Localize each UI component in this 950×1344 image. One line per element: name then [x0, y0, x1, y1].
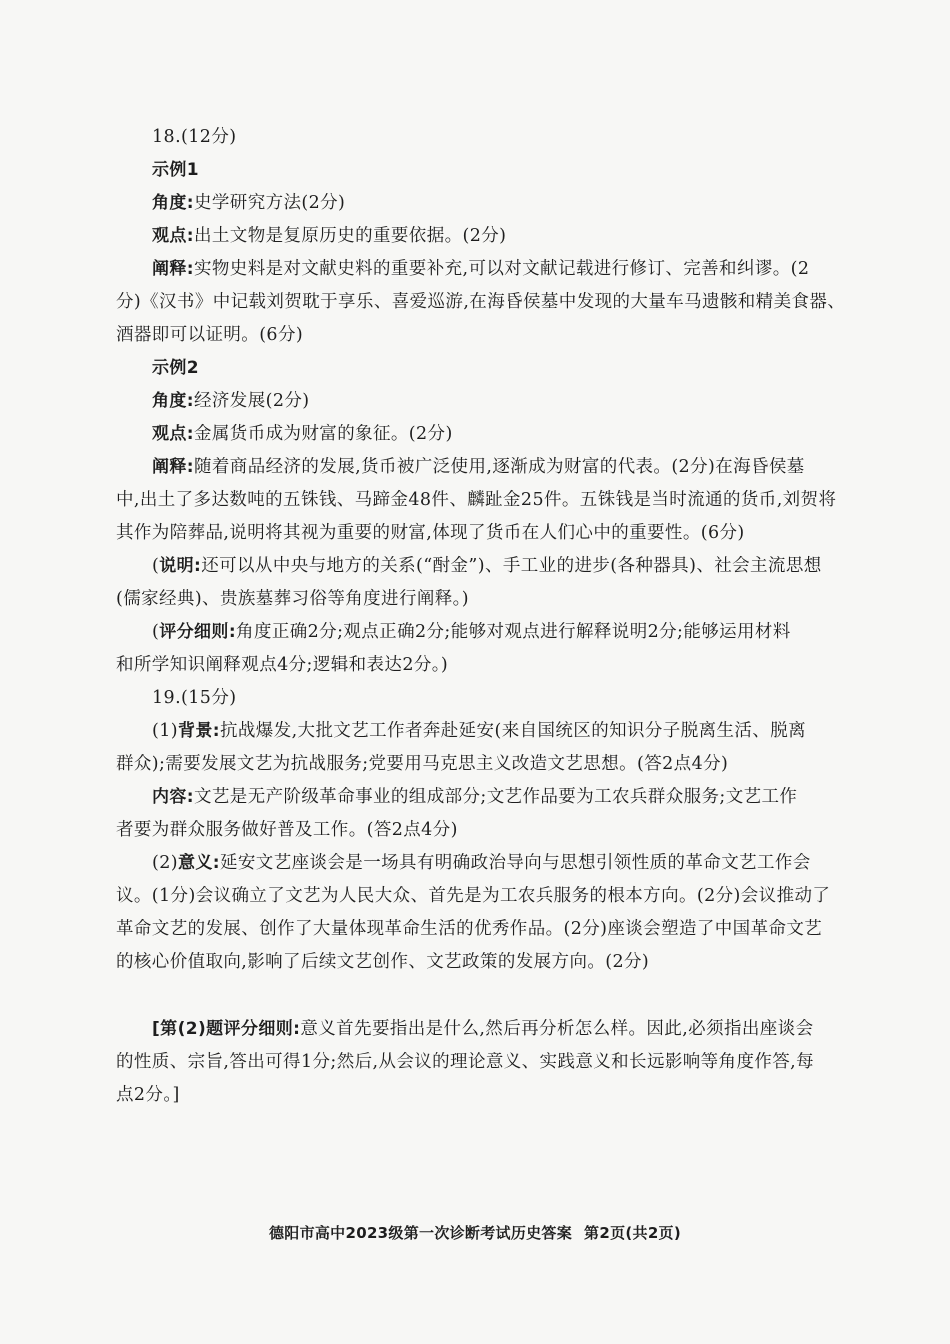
q19-part2-line3: 革命文艺的发展、创作了大量体现革命生活的优秀作品。(2分)座谈会塑造了中国革命文艺 [116, 919, 823, 939]
q18-note-line2: (儒家经典)、贵族墓葬习俗等角度进行阐释。) [116, 589, 470, 609]
angle-text: 经济发展(2分) [194, 391, 310, 411]
q18-example1-title: 示例1 [152, 160, 200, 180]
q18-example2-angle [152, 390, 872, 412]
explain-label: 阐释: [152, 457, 194, 477]
view-label: 观点: [152, 226, 194, 246]
background-line: 抗战爆发,大批文艺工作者奔赴延安(来自国统区的知识分子脱离生活、脱离 [220, 721, 806, 741]
q19-heading: 19.(15分) [152, 688, 237, 708]
view-label: 观点: [152, 424, 194, 444]
q19-part2-scoring-line2: 的性质、宗旨,答出可得1分;然后,从会议的理论意义、实践意义和长远影响等角度作答,每 [116, 1052, 815, 1072]
content-line: 文艺是无产阶级革命事业的组成部分;文艺作品要为工农兵群众服务;文艺工作 [194, 787, 798, 807]
explain-line: 随着商品经济的发展,货币被广泛使用,逐渐成为财富的代表。(2分)在海昏侯墓 [194, 457, 805, 477]
q18-heading: 18.(12分) [152, 127, 237, 147]
part1-prefix: (1) [152, 721, 178, 741]
q19-part1-background-line2: 群众);需要发展文艺为抗战服务;党要用马克思主义改造文艺思想。(答2点4分) [116, 754, 729, 774]
significance-line: 延安文艺座谈会是一场具有明确政治导向与思想引领性质的革命文艺工作会 [220, 853, 811, 873]
q19-part1-content [152, 786, 872, 808]
q18-note [152, 555, 872, 577]
q19-part1-content-line2: 者要为群众服务做好普及工作。(答2点4分) [116, 820, 458, 840]
q18-example2-explain-line3: 其作为陪葬品,说明将其视为重要的财富,体现了货币在人们心中的重要性。(6分) [116, 523, 745, 543]
q18-scoring-line2: 和所学知识阐释观点4分;逻辑和表达2分。) [116, 655, 449, 675]
explain-line: 实物史料是对文献史料的重要补充,可以对文献记载进行修订、完善和纠谬。(2 [194, 259, 810, 279]
scoring-open: ( [152, 622, 160, 642]
background-label: 背景: [178, 721, 220, 741]
significance-label: 意义: [178, 853, 220, 873]
angle-label: 角度: [152, 391, 194, 411]
angle-text: 史学研究方法(2分) [194, 193, 346, 213]
q19-part2-scoring-line3: 点2分。] [116, 1085, 180, 1105]
scoring-label: 评分细则: [159, 622, 237, 642]
page-footer [0, 1222, 950, 1243]
q18-example2-explain-line2: 中,出土了多达数吨的五铢钱、马蹄金48件、麟趾金25件。五铢钱是当时流通的货币,刘贺将 [116, 490, 837, 510]
q18-example2-view [152, 423, 872, 445]
explain-label: 阐释: [152, 259, 194, 279]
q18-scoring [152, 621, 872, 643]
content-label: 内容: [152, 787, 194, 807]
part2-scoring-label: [第(2)题评分细则: [152, 1019, 301, 1039]
q19-part2-line2: 议。(1分)会议确立了文艺为人民大众、首先是为工农兵服务的根本方向。(2分)会议推动了 [116, 886, 831, 906]
q18-example1-explain-line2: 分)《汉书》中记载刘贺耽于享乐、喜爱巡游,在海昏侯墓中发现的大量车马遗骸和精美食器、 [116, 292, 846, 312]
q18-example1-view [152, 225, 872, 247]
footer-title: 德阳市高中2023级第一次诊断考试历史答案 [268, 1224, 573, 1242]
q19-part2-scoring [152, 1018, 872, 1040]
scoring-line: 角度正确2分;观点正确2分;能够对观点进行解释说明2分;能够运用材料 [236, 622, 791, 642]
note-open: ( [152, 556, 160, 576]
view-text: 金属货币成为财富的象征。(2分) [194, 424, 453, 444]
q18-example1-angle [152, 192, 872, 214]
q19-part2-significance [152, 852, 872, 874]
part2-prefix: (2) [152, 853, 178, 873]
note-line: 还可以从中央与地方的关系(“酎金”)、手工业的进步(各种器具)、社会主流思想 [201, 556, 822, 576]
angle-label: 角度: [152, 193, 194, 213]
q18-example2-title: 示例2 [152, 358, 200, 378]
view-text: 出土文物是复原历史的重要依据。(2分) [194, 226, 507, 246]
q19-part1-background [152, 720, 872, 742]
q18-example1-explain [152, 258, 872, 280]
note-label: 说明: [159, 556, 202, 576]
part2-scoring-line: 意义首先要指出是什么,然后再分析怎么样。因此,必须指出座谈会 [300, 1019, 814, 1039]
q18-example2-explain [152, 456, 872, 478]
q19-part2-line4: 的核心价值取向,影响了后续文艺创作、文艺政策的发展方向。(2分) [116, 952, 650, 972]
footer-page-number: 第2页(共2页) [584, 1224, 682, 1242]
q18-example1-explain-line3: 酒器即可以证明。(6分) [116, 325, 304, 345]
